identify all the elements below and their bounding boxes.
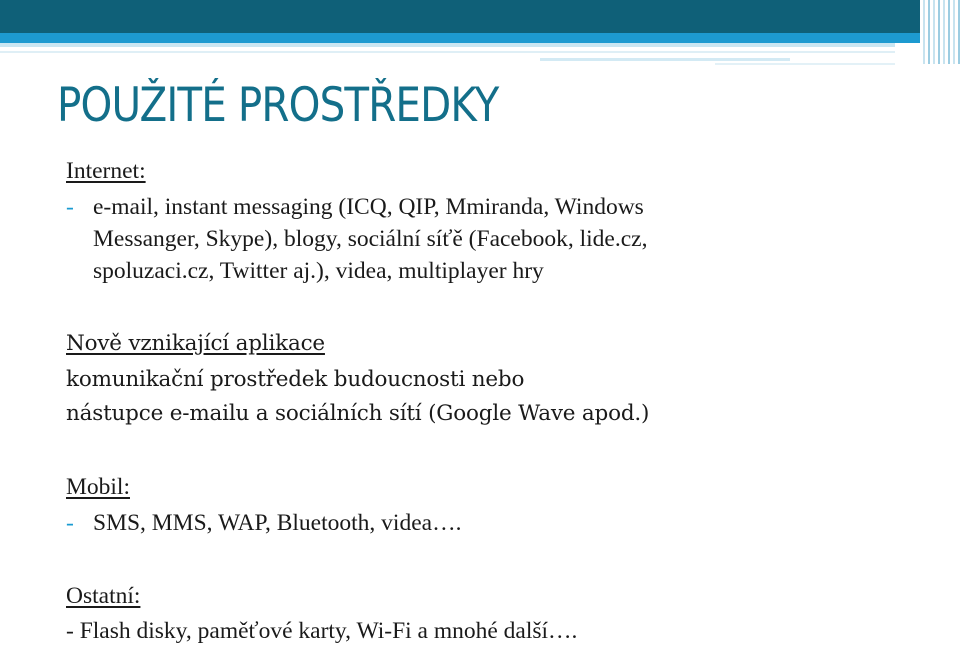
internet-line: spoluzaci.cz, Twitter aj.), videa, multiplayer hry [93,258,544,284]
section-heading-mobile: Mobil: [66,474,130,500]
section-heading-other: Ostatní: [66,583,141,609]
apps-line: komunikační prostředek budoucnosti nebo [66,367,525,392]
apps-line: nástupce e-mailu a sociálních sítí (Google Wave apod.) [66,401,650,426]
header-band-dark [0,0,960,33]
header-band-light [0,43,895,47]
other-line: - Flash disky, paměťové karty, Wi-Fi a mnohé další…. [66,618,578,644]
internet-line: Messanger, Skype), blogy, sociální síťě (Facebook, lide.cz, [93,226,648,252]
bullet-dash: - [66,510,74,536]
mobile-line: SMS, MMS, WAP, Bluetooth, videa…. [93,510,462,536]
header-accent-line [540,58,790,61]
header-accent-line [715,63,895,65]
section-heading-internet: Internet: [66,158,146,184]
section-heading-apps: Nově vznikající aplikace [66,331,325,356]
header-stripes-decoration [920,0,960,64]
bullet-dash: - [66,194,74,220]
header-accent-line [0,51,895,53]
header-band-blue [0,33,960,43]
internet-line: e-mail, instant messaging (ICQ, QIP, Mmiranda, Windows [93,194,644,220]
slide-title: POUŽITÉ PROSTŘEDKY [57,78,499,133]
